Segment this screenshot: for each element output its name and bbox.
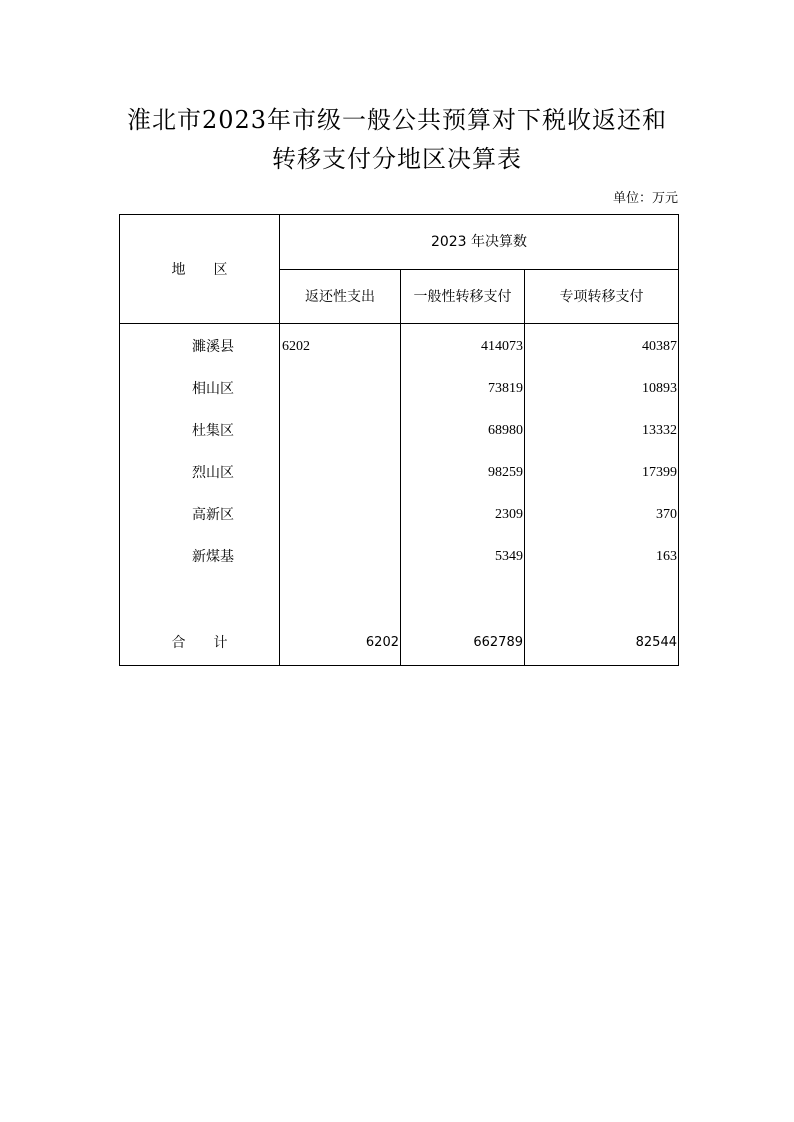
total-general-transfer: 662789 [473, 635, 523, 650]
row-special-transfer: 17399 [642, 465, 677, 480]
row-general-transfer: 2309 [495, 507, 523, 522]
total-label: 合 计 [171, 635, 228, 651]
unit-label: 单位：万元 [612, 191, 678, 206]
row-general-transfer: 73819 [488, 381, 523, 396]
header-region: 地 区 [171, 262, 228, 278]
row-region: 相山区 [192, 381, 234, 397]
row-general-transfer: 68980 [488, 423, 523, 438]
col-divider-region [279, 215, 280, 665]
header-group-divider [279, 269, 678, 270]
row-tax-return: 6202 [282, 339, 310, 354]
row-special-transfer: 13332 [642, 423, 677, 438]
total-special-transfer: 82544 [635, 635, 677, 650]
row-region: 高新区 [192, 507, 234, 523]
row-region: 濉溪县 [192, 339, 234, 355]
header-group: 2023 年决算数 [430, 234, 528, 250]
header-col-tax-return: 返还性支出 [305, 289, 375, 305]
page-title-line-1: 淮北市2023年市级一般公共预算对下税收返还和 [126, 106, 668, 134]
header-col-special-transfer: 专项转移支付 [559, 289, 644, 305]
header-col-general-transfer: 一般性转移支付 [413, 289, 512, 305]
budget-table [119, 214, 679, 666]
header-body-divider [120, 323, 678, 324]
row-region: 新煤基 [192, 549, 234, 565]
total-tax-return: 6202 [365, 635, 399, 650]
row-special-transfer: 163 [656, 549, 677, 564]
row-special-transfer: 40387 [642, 339, 677, 354]
row-general-transfer: 98259 [488, 465, 523, 480]
row-special-transfer: 10893 [642, 381, 677, 396]
row-general-transfer: 414073 [481, 339, 523, 354]
row-special-transfer: 370 [656, 507, 677, 522]
row-general-transfer: 5349 [495, 549, 523, 564]
row-region: 烈山区 [192, 465, 234, 481]
row-region: 杜集区 [192, 423, 234, 439]
page-title-line-2: 转移支付分地区决算表 [272, 145, 522, 173]
